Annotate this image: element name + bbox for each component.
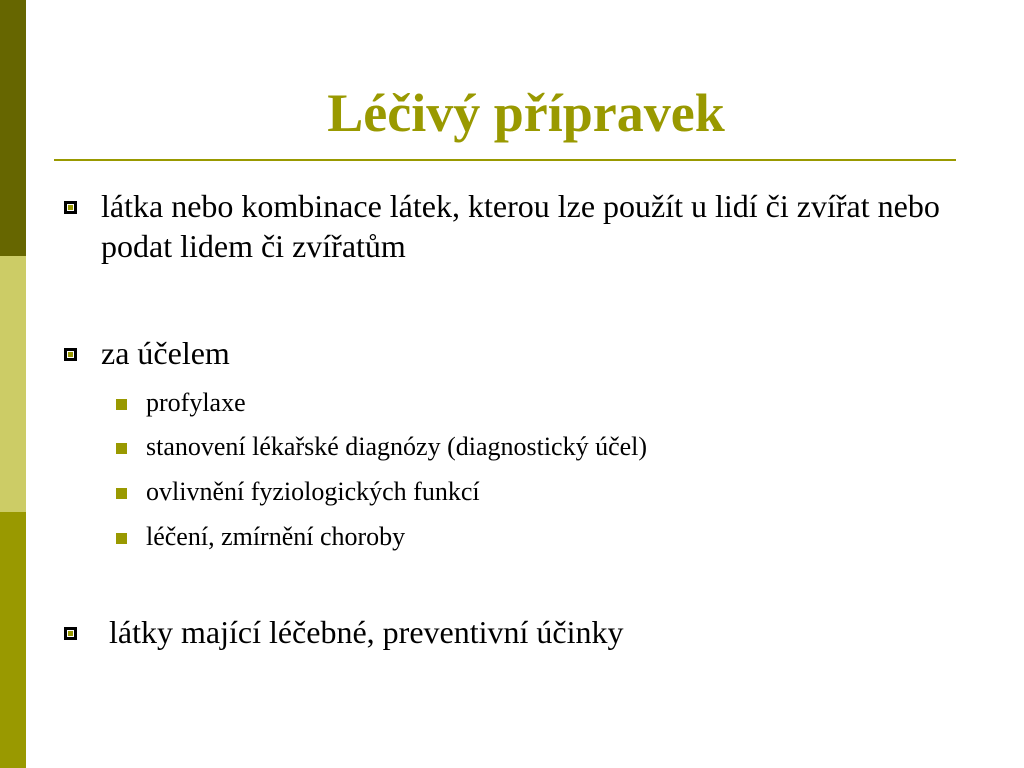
sidebar-stripe-mid — [0, 512, 26, 768]
sidebar-stripe-light — [0, 256, 26, 512]
bullet-text: látky mající léčebné, preventivní účinky — [101, 614, 624, 650]
bullet-item — [64, 612, 964, 652]
filled-square-bullet-icon — [116, 399, 127, 410]
sub-bullet-text: profylaxe — [146, 388, 246, 417]
hollow-square-bullet-icon — [64, 348, 77, 361]
sub-bullet-text: stanovení lékařské diagnózy (diagnostický účel) — [146, 432, 648, 461]
sub-bullet-item — [116, 476, 480, 508]
filled-square-bullet-icon — [116, 533, 127, 544]
bullet-text: za účelem — [101, 335, 230, 371]
sub-bullet-item — [116, 521, 405, 553]
sub-bullet-text: ovlivnění fyziologických funkcí — [146, 477, 480, 506]
bullet-item — [64, 333, 964, 373]
sub-bullet-item — [116, 431, 647, 463]
slide-title: Léčivý přípravek — [327, 83, 725, 143]
sub-bullet-item — [116, 387, 246, 419]
hollow-square-bullet-icon — [64, 627, 77, 640]
sidebar-stripe-dark — [0, 0, 26, 256]
filled-square-bullet-icon — [116, 488, 127, 499]
bullet-item — [64, 186, 964, 266]
filled-square-bullet-icon — [116, 443, 127, 454]
title-underline — [54, 159, 956, 161]
hollow-square-bullet-icon — [64, 201, 77, 214]
bullet-text: látka nebo kombinace látek, kterou lze použít u lidí či zvířat nebo podat lidem či zvířatům — [101, 188, 940, 264]
sub-bullet-text: léčení, zmírnění choroby — [146, 522, 406, 551]
